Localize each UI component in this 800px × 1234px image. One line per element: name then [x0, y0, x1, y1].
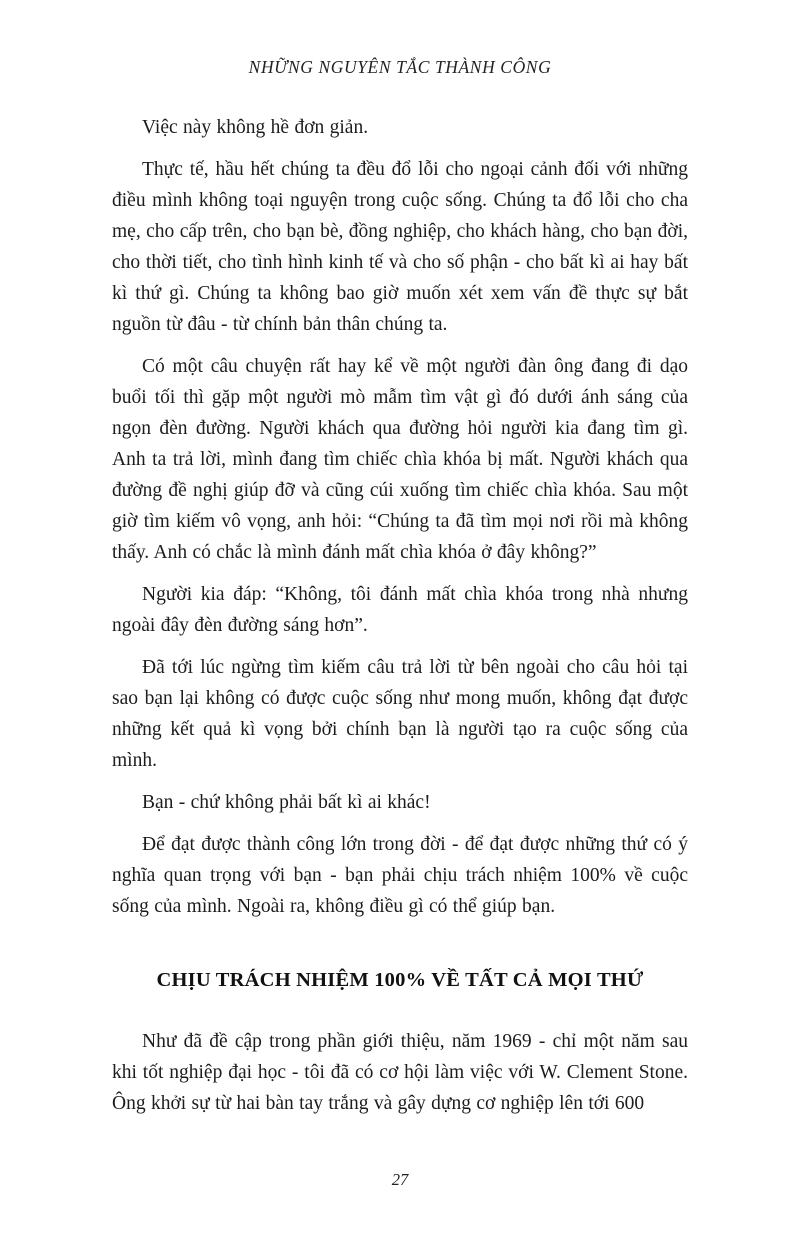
- paragraph: Thực tế, hầu hết chúng ta đều đổ lỗi cho ngoại cảnh đối với những điều mình không toại nguyện trong cuộc sống. Chúng ta đổ lỗi cho cha mẹ, cho cấp trên, cho bạn bè, đồng nghiệp, cho khách hàng, cho bạn đời, cho thời tiết, cho tình hình kinh tế và cho số phận - cho bất kì ai hay bất kì thứ gì. Chúng ta không bao giờ muốn xét xem vấn đề thực sự bắt nguồn từ đâu - từ chính bản thân chúng ta.: [112, 159, 688, 335]
- paragraph: Người kia đáp: “Không, tôi đánh mất chìa khóa trong nhà nhưng ngoài đây đèn đường sáng hơn”.: [112, 584, 688, 636]
- paragraph: Đã tới lúc ngừng tìm kiếm câu trả lời từ bên ngoài cho câu hỏi tại sao bạn lại không có được cuộc sống như mong muốn, không đạt được những kết quả kì vọng bởi chính bạn là người tạo ra cuộc sống của mình.: [112, 657, 688, 771]
- paragraph: Để đạt được thành công lớn trong đời - để đạt được những thứ có ý nghĩa quan trọng với bạn - bạn phải chịu trách nhiệm 100% về cuộc sống của mình. Ngoài ra, không điều gì có thể giúp bạn.: [112, 834, 688, 917]
- page-number: 27: [391, 1170, 409, 1189]
- paragraph: Có một câu chuyện rất hay kể về một người đàn ông đang đi dạo buổi tối thì gặp một người mò mẫm tìm vật gì đó dưới ánh sáng của ngọn đèn đường. Người khách qua đường hỏi người kia đang tìm gì. Anh ta trả lời, mình đang tìm chiếc chìa khóa bị mất. Người khách qua đường đề nghị giúp đỡ và cũng cúi xuống tìm chiếc chìa khóa. Sau một giờ tìm kiếm vô vọng, anh hỏi: “Chúng ta đã tìm mọi nơi rồi mà không thấy. Anh có chắc là mình đánh mất chìa khóa ở đây không?”: [112, 356, 688, 563]
- page-body: [112, 112, 688, 1119]
- section-heading: CHỊU TRÁCH NHIỆM 100% VỀ TẤT CẢ MỌI THỨ: [156, 969, 644, 991]
- paragraph: Như đã đề cập trong phần giới thiệu, năm 1969 - chỉ một năm sau khi tốt nghiệp đại học - tôi đã có cơ hội làm việc với W. Clement Stone. Ông khởi sự từ hai bàn tay trắng và gây dựng cơ nghiệp lên tới 600: [112, 1031, 688, 1114]
- paragraph: Việc này không hề đơn giản.: [142, 117, 369, 138]
- running-header: NHỮNG NGUYÊN TẮC THÀNH CÔNG: [248, 57, 552, 77]
- paragraph: Bạn - chứ không phải bất kì ai khác!: [142, 792, 431, 813]
